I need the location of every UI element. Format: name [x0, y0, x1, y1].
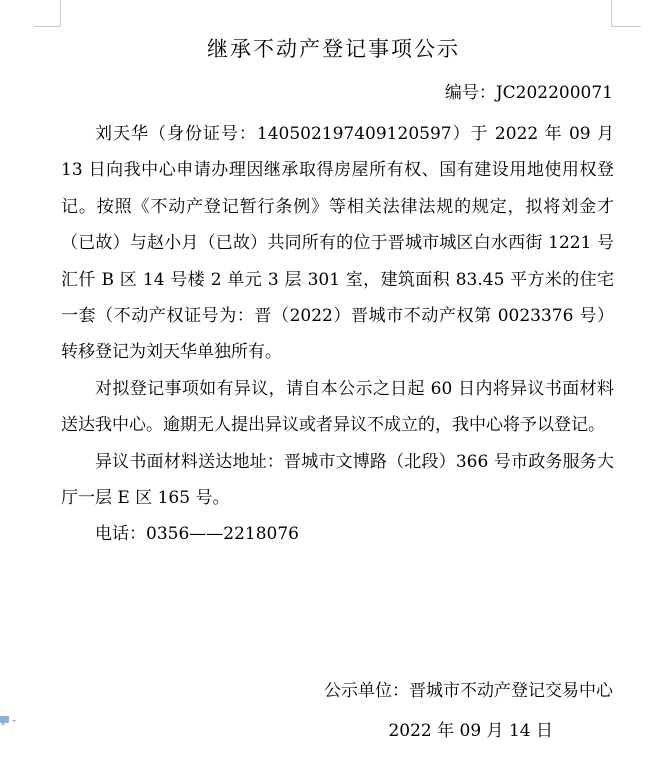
comment-icon[interactable]	[0, 714, 18, 732]
publisher-unit: 公示单位：晋城市不动产登记交易中心	[324, 681, 613, 701]
paragraph-phone: 电话：0356——2218076	[95, 524, 299, 545]
comment-icon-graphic	[0, 714, 18, 728]
document-body	[61, 116, 614, 553]
crop-mark-top-left-horizontal	[34, 26, 60, 27]
publish-date: 2022 年 09 月 14 日	[388, 721, 553, 741]
paragraph-objection: 对拟登记事项如有异议，请自本公示之日起 60 日内将异议书面材料送达我中心。逾期无人提出异议或者异议不成立的，我中心将予以登记。	[61, 378, 614, 436]
crop-mark-top-left	[60, 0, 61, 26]
paragraph-address: 异议书面材料送达地址：晋城市文博路（北段）366 号市政务服务大厅一层 E 区 165 号。	[61, 451, 614, 509]
paragraph-application: 刘天华（身份证号：140502197409120597）于 2022 年 09 月 13 日向我中心申请办理因继承取得房屋所有权、国有建设用地使用权登记。按照《不动产登记暂行条例》等相关法律法规的规定，拟将刘金才（已故）与赵小月（已故）共同所有的位于晋城市城区白水西街 1221 号汇仟 B 区 14 号楼 2 单元 3 层 301 室，建筑面积 83.45 平方米的住宅一套（不动产权证号为：晋（2022）晋城市不动产权第 0023376 号）转移登记为刘天华单独所有。	[61, 124, 614, 363]
crop-mark-top-right	[611, 0, 612, 26]
document-title: 继承不动产登记事项公示	[207, 37, 460, 61]
crop-mark-top-right-horizontal	[611, 26, 641, 27]
document-number: 编号：JC202200071	[444, 83, 613, 103]
